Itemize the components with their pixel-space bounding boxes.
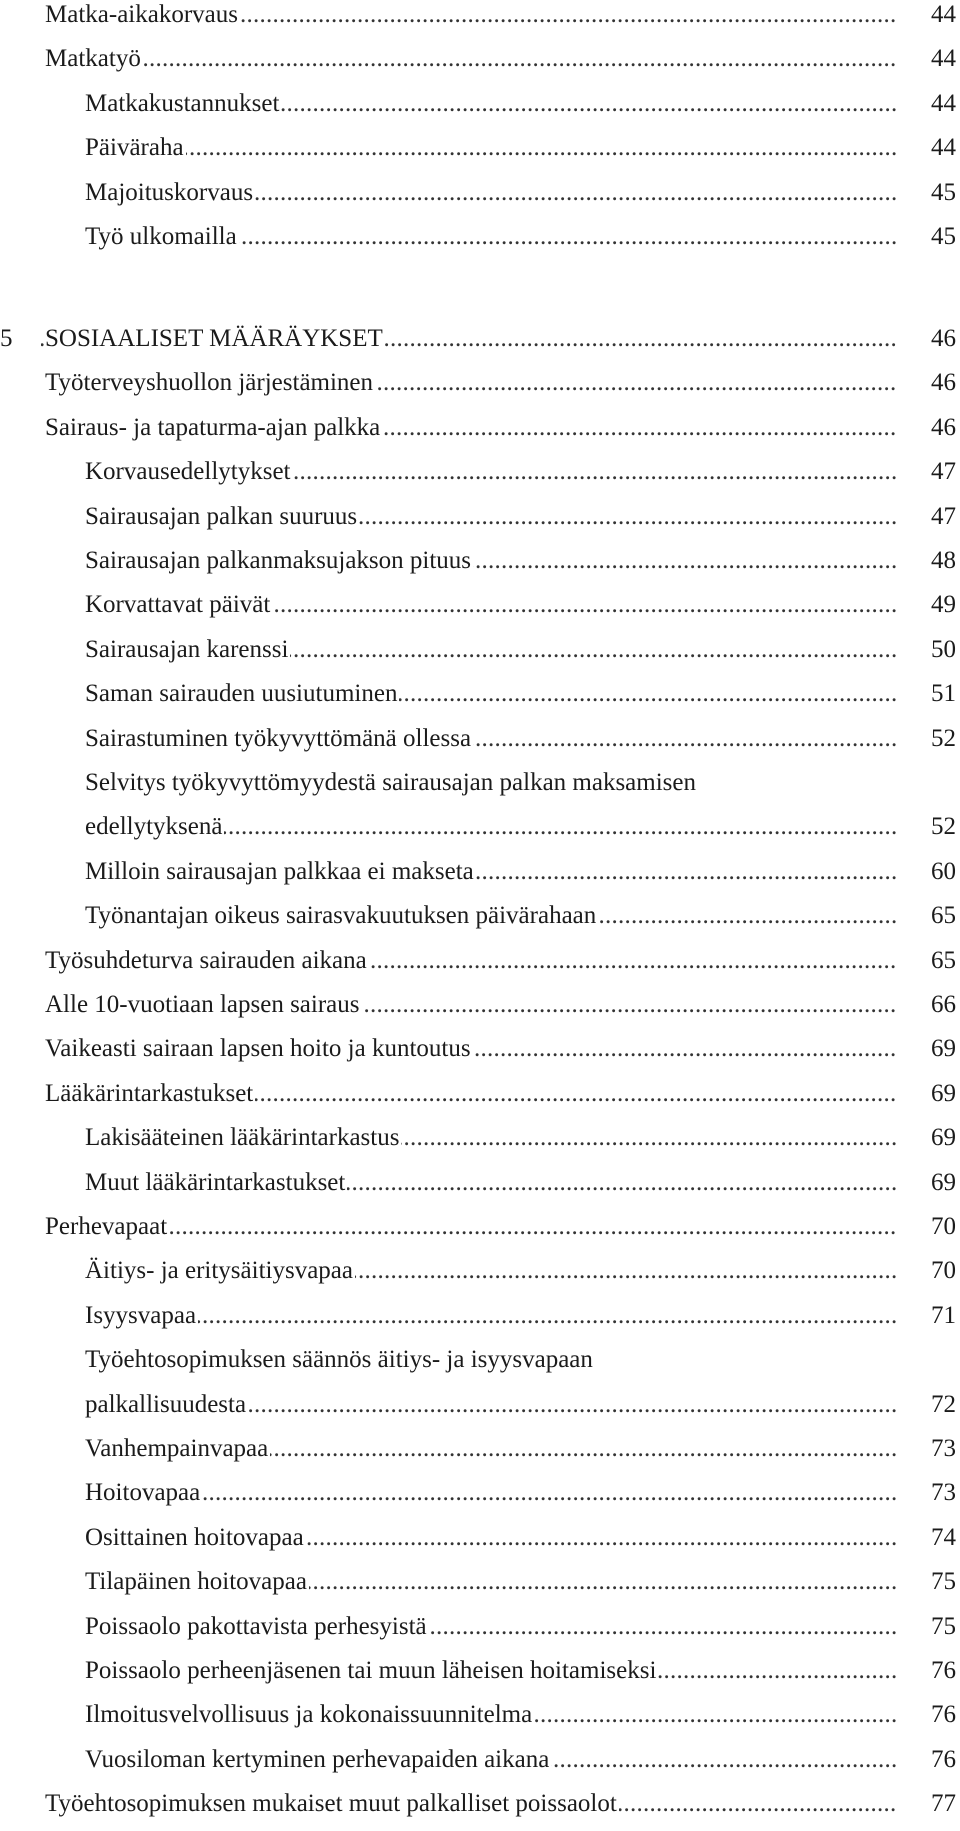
toc-entry-page: 73 xyxy=(931,1435,956,1462)
toc-entry[interactable] xyxy=(85,1256,960,1298)
toc-entry[interactable] xyxy=(45,946,960,988)
toc-entry-page: 65 xyxy=(931,902,956,930)
toc-entry-title: Sairausajan karenssi xyxy=(85,635,289,663)
toc-entry-page: 49 xyxy=(931,591,956,619)
toc-entry[interactable] xyxy=(85,502,960,544)
toc-entry-title: Tilapäinen hoitovapaa xyxy=(85,1568,307,1596)
toc-entry-title: Päiväraha xyxy=(85,134,184,162)
toc-entry[interactable] xyxy=(45,1212,960,1254)
toc-entry[interactable] xyxy=(85,1301,960,1343)
toc-entry-title: Vuosiloman kertyminen perhevapaiden aikana xyxy=(85,1745,550,1773)
toc-entry-title: Työsuhdeturva sairauden aikana xyxy=(45,946,367,974)
toc-entry-page: 76 xyxy=(931,1701,956,1729)
toc-entry[interactable] xyxy=(45,990,960,1032)
toc-entry[interactable] xyxy=(45,1034,960,1076)
toc-entry-title: Selvitys työkyvyttömyydestä sairausajan palkan maksamisen xyxy=(85,769,696,796)
toc-entry-title: Isyysvapaa xyxy=(85,1301,197,1329)
toc-entry[interactable] xyxy=(45,1789,960,1831)
toc-entry[interactable] xyxy=(85,1567,960,1609)
toc-entry-page: 69 xyxy=(931,1079,956,1107)
toc-entry-page: 76 xyxy=(931,1657,956,1684)
toc-entry[interactable] xyxy=(85,1168,960,1210)
toc-entry[interactable] xyxy=(45,413,960,455)
leader-dots xyxy=(85,1478,898,1520)
toc-entry-title: Saman sairauden uusiutuminen xyxy=(85,680,398,708)
toc-entry[interactable] xyxy=(85,89,960,131)
toc-entry[interactable] xyxy=(85,635,960,677)
toc-entry-page: 66 xyxy=(931,991,956,1018)
toc-entry-title: Korvattavat päivät xyxy=(85,591,271,619)
toc-entry-title: Työehtosopimuksen mukaiset muut palkalliset poissaolot xyxy=(45,1790,617,1818)
toc-entry[interactable] xyxy=(85,222,960,264)
toc-entry-page: 44 xyxy=(931,45,956,73)
toc-entry-page: 47 xyxy=(931,458,956,486)
toc-entry-title: Poissaolo perheenjäsenen tai muun läheisen hoitamiseksi xyxy=(85,1657,657,1684)
toc-entry-title: Alle 10-vuotiaan lapsen sairaus xyxy=(45,991,360,1018)
toc-entry-page: 70 xyxy=(931,1257,956,1285)
toc-entry-title: Vanhempainvapaa xyxy=(85,1435,269,1462)
toc-entry-title: Sairausajan palkanmaksujakson pituus xyxy=(85,547,472,574)
chapter-number: 5 xyxy=(0,324,41,354)
toc-entry-continuation[interactable] xyxy=(85,812,960,854)
toc-entry-title: SOSIAALISET MÄÄRÄYKSET xyxy=(45,325,383,352)
toc-chapter-entry[interactable] xyxy=(0,324,960,366)
toc-entry-page: 72 xyxy=(931,1390,956,1418)
toc-entry-page: 75 xyxy=(931,1568,956,1596)
toc-entry[interactable] xyxy=(85,1745,960,1787)
toc-entry[interactable] xyxy=(85,1123,960,1165)
toc-entry[interactable] xyxy=(85,679,960,721)
toc-entry-title: Lakisääteinen lääkärintarkastus xyxy=(85,1124,400,1152)
toc-entry-page: 45 xyxy=(931,223,956,250)
toc-entry-title: Työehtosopimuksen säännös äitiys- ja isyysvapaan xyxy=(85,1346,593,1374)
toc-entry-title: Poissaolo pakottavista perhesyistä xyxy=(85,1612,427,1640)
toc-entry[interactable] xyxy=(45,44,960,86)
toc-entry-page: 44 xyxy=(931,1,956,28)
toc-entry-page: 46 xyxy=(931,325,956,352)
leader-dots xyxy=(45,1212,898,1254)
toc-entry-page: 52 xyxy=(931,724,956,752)
toc-entry[interactable] xyxy=(45,368,960,410)
toc-entry-title: Ilmoitusvelvollisuus ja kokonaissuunnitelma xyxy=(85,1701,533,1729)
toc-entry-page: 60 xyxy=(931,857,956,885)
toc-entry-title: Työ ulkomailla xyxy=(85,223,237,250)
toc-entry[interactable] xyxy=(85,546,960,588)
toc-entry-title: Matkatyö xyxy=(45,45,141,73)
leader-dots xyxy=(85,1301,898,1343)
toc-entry-page: 65 xyxy=(931,946,956,974)
toc-entry[interactable] xyxy=(85,1656,960,1698)
toc-entry-page: 69 xyxy=(931,1168,956,1196)
toc-entry-title: Työterveyshuollon järjestäminen xyxy=(45,369,374,397)
toc-entry[interactable] xyxy=(85,590,960,632)
toc-entry[interactable] xyxy=(85,857,960,899)
toc-entry-title-cont: palkallisuudesta xyxy=(85,1390,247,1418)
toc-entry-title: Majoituskorvaus xyxy=(85,178,254,206)
toc-entry-title: Äitiys- ja eritysäitiysvapaa xyxy=(85,1257,353,1285)
toc-entry[interactable] xyxy=(45,1079,960,1121)
toc-entry-title: Osittainen hoitovapaa xyxy=(85,1523,304,1551)
toc-entry-title: Korvausedellytykset xyxy=(85,458,291,486)
toc-entry[interactable] xyxy=(85,1434,960,1476)
toc-entry-page: 74 xyxy=(931,1523,956,1551)
toc-entry-title: Lääkärintarkastukset xyxy=(45,1079,254,1107)
toc-entry-title-cont: edellytyksenä xyxy=(85,813,223,841)
toc-entry-page: 44 xyxy=(931,134,956,162)
toc-entry[interactable] xyxy=(85,1523,960,1565)
toc-entry-page: 69 xyxy=(931,1035,956,1063)
toc-entry-page: 70 xyxy=(931,1213,956,1240)
toc-entry[interactable] xyxy=(85,1612,960,1654)
toc-entry-title: Hoitovapaa xyxy=(85,1479,201,1507)
leader-dots xyxy=(85,133,898,175)
toc-entry-title: Sairaus- ja tapaturma-ajan palkka xyxy=(45,413,381,441)
toc-entry-continuation[interactable] xyxy=(85,1390,960,1432)
toc-entry-page: 71 xyxy=(931,1301,956,1329)
toc-entry-page: 45 xyxy=(931,178,956,206)
toc-entry[interactable] xyxy=(85,133,960,175)
toc-entry-page: 48 xyxy=(931,547,956,574)
toc-entry-page: 47 xyxy=(931,502,956,530)
toc-entry-page: 52 xyxy=(931,813,956,841)
toc-entry[interactable] xyxy=(85,901,960,943)
toc-entry-page: 46 xyxy=(931,369,956,397)
toc-entry-page: 75 xyxy=(931,1612,956,1640)
toc-entry-page: 44 xyxy=(931,89,956,117)
toc-entry-page: 50 xyxy=(931,635,956,663)
toc-entry-title: Milloin sairausajan palkkaa ei makseta xyxy=(85,857,474,885)
toc-entry[interactable] xyxy=(45,0,960,42)
toc-entry-title: Sairastuminen työkyvyttömänä ollessa xyxy=(85,724,472,752)
toc-entry-first-line[interactable] xyxy=(85,768,960,810)
toc-entry-title: Työnantajan oikeus sairasvakuutuksen päivärahaan xyxy=(85,902,597,930)
toc-entry-title: Sairausajan palkan suuruus xyxy=(85,502,358,530)
toc-entry-page: 69 xyxy=(931,1124,956,1152)
toc-entry-title: Vaikeasti sairaan lapsen hoito ja kuntoutus xyxy=(45,1035,471,1063)
toc-entry-first-line[interactable] xyxy=(85,1345,960,1387)
toc-entry[interactable] xyxy=(85,724,960,766)
leader-dots xyxy=(45,44,898,86)
toc-entry-page: 76 xyxy=(931,1745,956,1773)
toc-entry-page: 51 xyxy=(931,680,956,708)
toc-entry-page: 77 xyxy=(931,1790,956,1818)
toc-entry-page: 73 xyxy=(931,1479,956,1507)
toc-entry-page: 46 xyxy=(931,413,956,441)
toc-entry[interactable] xyxy=(85,1700,960,1742)
toc-entry[interactable] xyxy=(85,457,960,499)
toc-entry-title: Matkakustannukset xyxy=(85,89,280,117)
toc-entry-title: Matka-aikakorvaus xyxy=(45,1,238,28)
toc-entry-title: Perhevapaat xyxy=(45,1213,168,1240)
toc-entry-title: Muut lääkärintarkastukset xyxy=(85,1168,346,1196)
toc-entry[interactable] xyxy=(85,178,960,220)
toc-entry[interactable] xyxy=(85,1478,960,1520)
